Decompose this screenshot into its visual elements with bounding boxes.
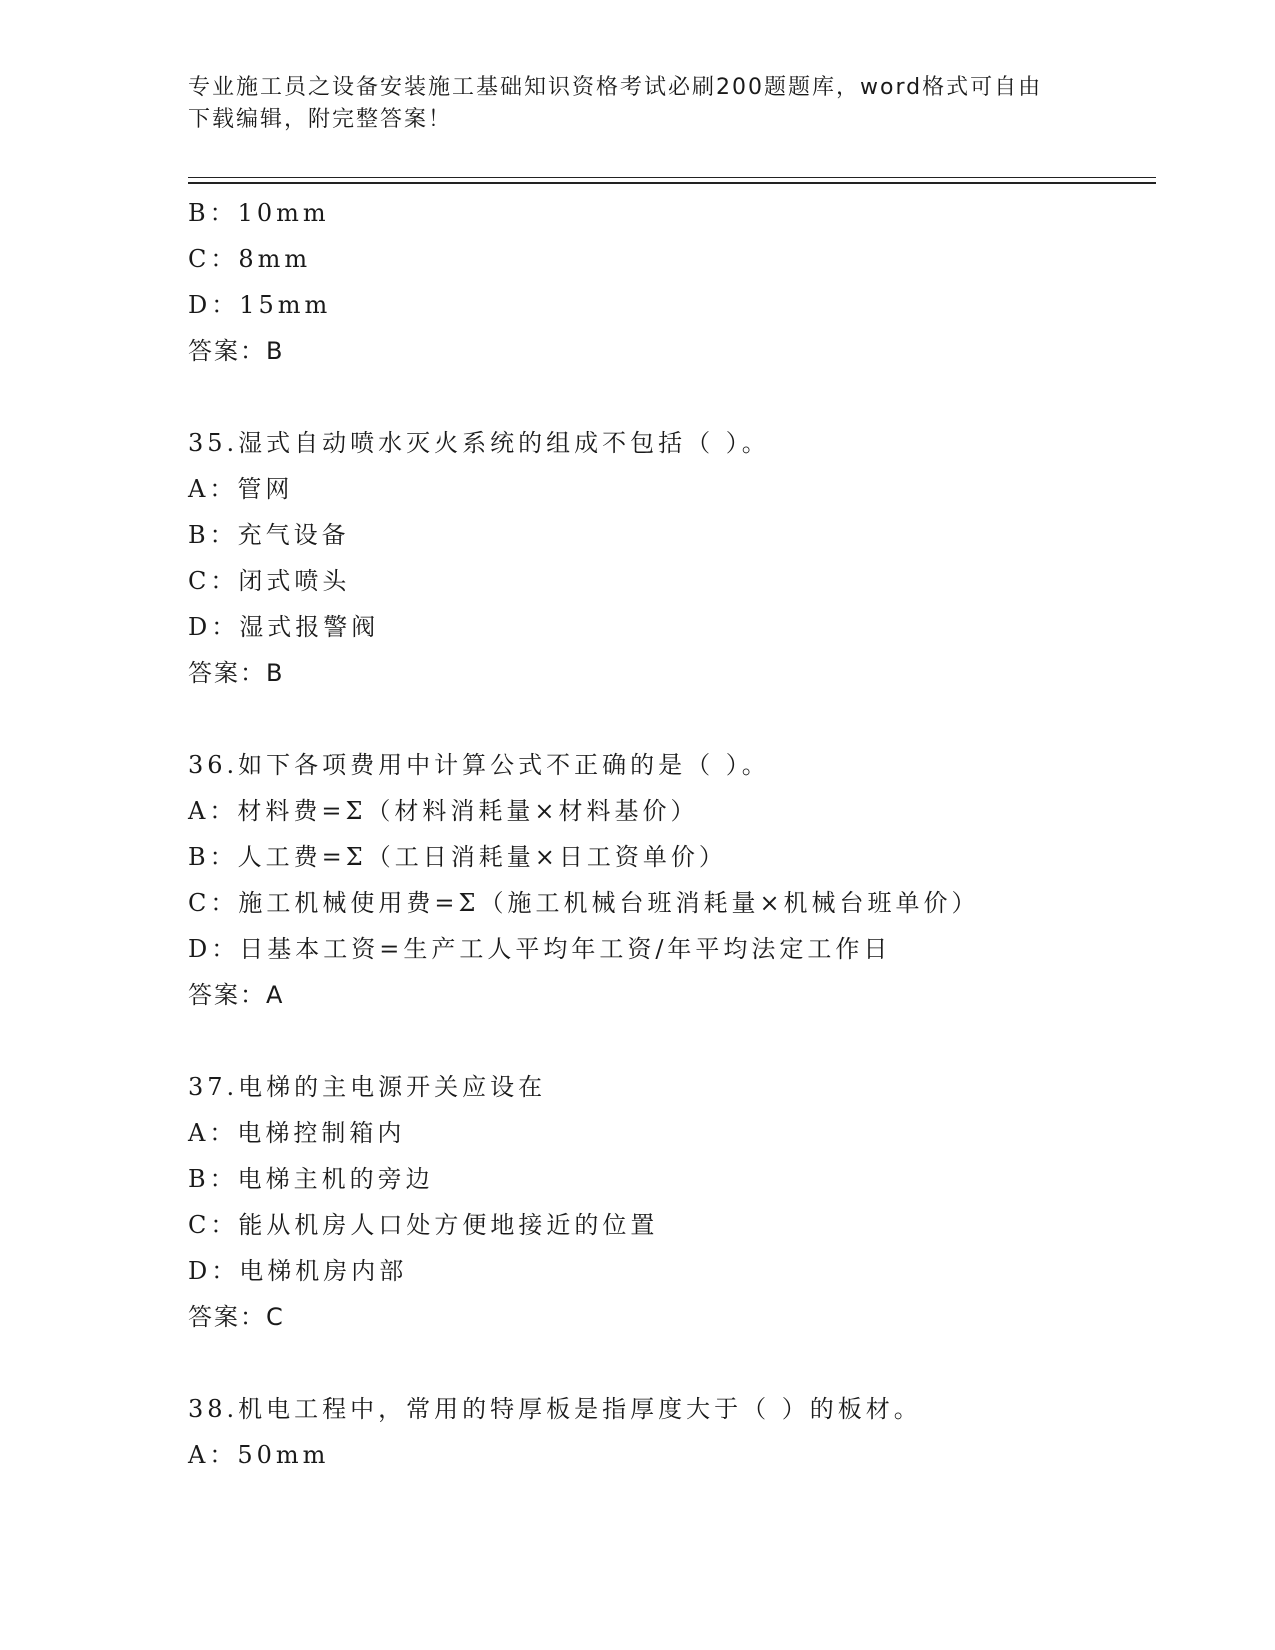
spacer bbox=[188, 696, 1156, 742]
question-stem: 35.湿式自动喷水灭火系统的组成不包括（ ）。 bbox=[188, 429, 770, 457]
option-d: D：湿式报警阀 bbox=[188, 613, 380, 641]
header-line-2: 下载编辑，附完整答案！ bbox=[188, 107, 453, 132]
option-c: C：施工机械使用费=Σ（施工机械台班消耗量×机械台班单价） bbox=[188, 889, 980, 917]
question-content bbox=[188, 190, 1156, 1478]
option-d: D：电梯机房内部 bbox=[188, 1257, 408, 1285]
spacer bbox=[188, 374, 1156, 420]
spacer bbox=[188, 1018, 1156, 1064]
question-36 bbox=[188, 742, 1156, 1018]
header-line-1: 专业施工员之设备安装施工基础知识资格考试必刷200题题库，word格式可自由 bbox=[188, 75, 1043, 100]
option-a: A：材料费=Σ（材料消耗量×材料基价） bbox=[188, 797, 699, 825]
spacer bbox=[188, 1340, 1156, 1386]
question-stem: 37.电梯的主电源开关应设在 bbox=[188, 1073, 547, 1101]
option-a: A：50mm bbox=[188, 1441, 330, 1469]
prev-question-block bbox=[188, 190, 1156, 374]
question-38 bbox=[188, 1386, 1156, 1478]
option-b: B：10mm bbox=[188, 199, 330, 227]
option-b: B：人工费=Σ（工日消耗量×日工资单价） bbox=[188, 843, 727, 871]
answer: 答案：C bbox=[188, 1303, 285, 1331]
option-a: A：管网 bbox=[188, 475, 294, 503]
option-d: D：15mm bbox=[188, 291, 332, 319]
question-stem: 36.如下各项费用中计算公式不正确的是（ ）。 bbox=[188, 751, 770, 779]
answer: 答案：B bbox=[188, 659, 285, 687]
option-c: C：8mm bbox=[188, 245, 312, 273]
question-stem: 38.机电工程中，常用的特厚板是指厚度大于（ ）的板材。 bbox=[188, 1395, 922, 1423]
option-a: A：电梯控制箱内 bbox=[188, 1119, 406, 1147]
option-c: C：闭式喷头 bbox=[188, 567, 351, 595]
header-rule-thin bbox=[188, 177, 1156, 178]
document-header bbox=[188, 72, 1068, 136]
option-b: B：充气设备 bbox=[188, 521, 350, 549]
option-d: D：日基本工资=生产工人平均年工资/年平均法定工作日 bbox=[188, 935, 892, 963]
option-c: C：能从机房人口处方便地接近的位置 bbox=[188, 1211, 659, 1239]
question-37 bbox=[188, 1064, 1156, 1340]
answer: 答案：A bbox=[188, 981, 285, 1009]
option-b: B：电梯主机的旁边 bbox=[188, 1165, 434, 1193]
header-rule-thick bbox=[188, 182, 1156, 184]
answer: 答案：B bbox=[188, 337, 285, 365]
question-35 bbox=[188, 420, 1156, 696]
